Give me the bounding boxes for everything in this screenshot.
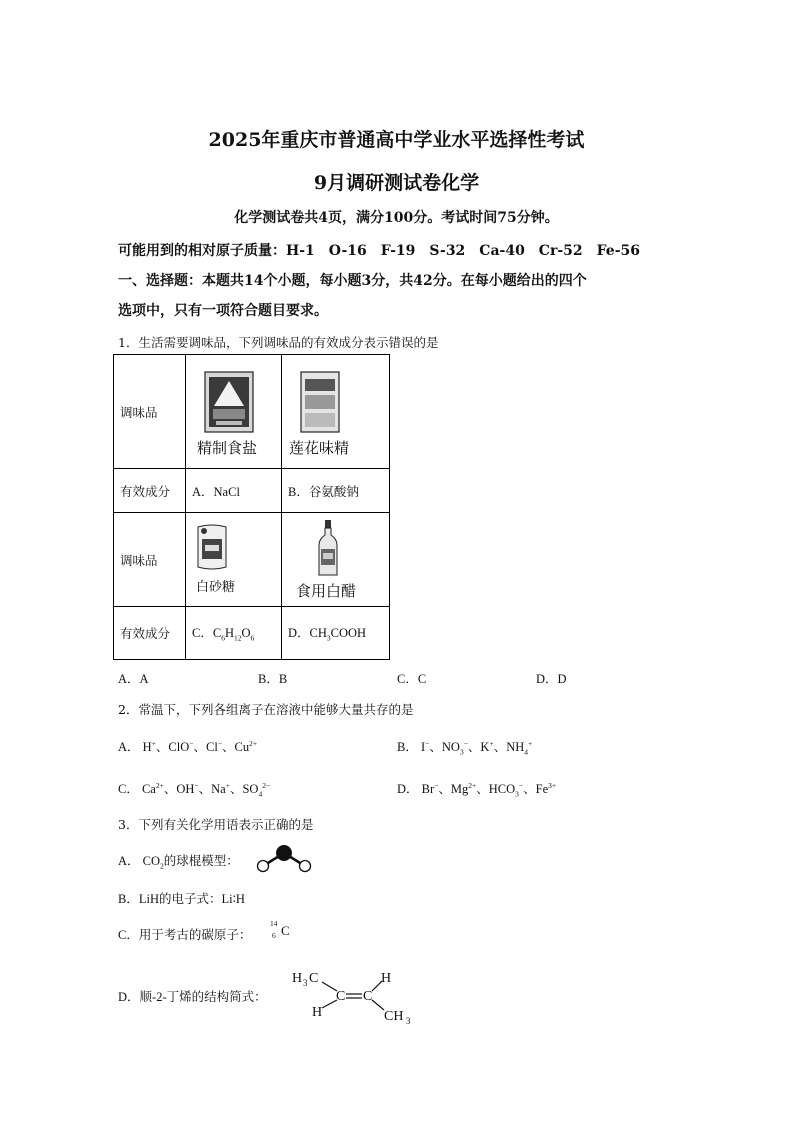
q1-option-d[interactable]: D．D	[536, 672, 567, 686]
msg-image-cell	[282, 355, 390, 469]
svg-text:C: C	[336, 989, 346, 1004]
msg-caption: 莲花味精	[289, 439, 350, 457]
vinegar-caption: 食用白醋	[296, 582, 357, 600]
sugar-package-icon	[196, 523, 228, 571]
row-label-component-2: 有效成分	[114, 607, 186, 660]
q3-option-a[interactable]: A． $CO_2$的球棍模型：	[118, 854, 239, 871]
vinegar-image-cell	[282, 513, 390, 607]
row-label-component: 有效成分	[114, 469, 186, 513]
salt-package-icon	[204, 371, 254, 433]
svg-text:3: 3	[406, 1016, 411, 1026]
cell-c-prefix: C．	[192, 626, 213, 641]
exam-subtitle: 9月调研测试卷化学	[313, 172, 480, 194]
svg-text:C: C	[363, 989, 373, 1004]
seasoning-table	[113, 354, 390, 660]
q2-option-d[interactable]: D． Br−、$Mg^{2+}$、$HCO_3^-$、$Fe^{3+}$	[397, 780, 557, 799]
q2-option-a[interactable]: A． H+、ClO−、Cl−、$Cu^{2+}$	[118, 738, 258, 754]
salt-caption: 精制食盐	[197, 439, 258, 457]
svg-text:3: 3	[303, 978, 308, 988]
q3-option-a-text: 的球棍模型：	[163, 854, 239, 868]
section-heading-line2: 选项中，只有一项符合题目要求。	[118, 303, 328, 319]
co2-ball-stick-model-icon	[255, 843, 315, 873]
section-heading-line1: 一、选择题：本题共14个小题，每小题3分，共42分。在每小题给出的四个	[118, 273, 587, 289]
q3-option-c-label: C．用于考古的碳原子：	[118, 928, 252, 942]
q1-option-a[interactable]: A．A	[118, 672, 149, 686]
row-label-item-2: 调味品	[114, 513, 186, 607]
q2-option-b-label: B．	[397, 740, 418, 754]
cell-c: C．$C_6H_{12}O_6$	[186, 607, 282, 660]
q1-option-c[interactable]: C．C	[397, 672, 427, 686]
q3-option-c[interactable]	[118, 925, 251, 943]
cell-d: D．$CH_3COOH$	[282, 607, 390, 660]
svg-text:CH: CH	[384, 1009, 404, 1024]
atomic-masses: 可能用到的相对原子质量：H-1 O-16 F-19 S-32 Ca-40 Cr-52 Fe-56	[118, 243, 640, 259]
salt-image-cell	[186, 355, 282, 469]
q3-option-a-label: A．	[118, 854, 140, 868]
q2-option-c-label: C．	[118, 782, 139, 796]
q2-stem: 2．常温下，下列各组离子在溶液中能够大量共存的是	[118, 702, 414, 717]
exam-title: 2025年重庆市普通高中学业水平选择性考试	[208, 129, 585, 151]
svg-text:C: C	[309, 971, 319, 986]
sugar-caption: 白砂糖	[196, 580, 236, 595]
svg-text:H: H	[381, 971, 392, 986]
exam-info: 化学测试卷共4页，满分100分。考试时间75分钟。	[234, 210, 559, 226]
q2-option-b[interactable]: B． I−、$NO_3^-$、K+、$NH_4^+$	[397, 738, 533, 757]
cell-b: B．谷氨酸钠	[282, 469, 390, 513]
q1-stem: 1．生活需要调味品，下列调味品的有效成分表示错误的是	[118, 335, 439, 350]
cell-a: A．NaCl	[186, 469, 282, 513]
q2-option-a-label: A．	[118, 740, 140, 754]
cis-2-butene-structure-icon	[292, 964, 422, 1026]
svg-text:H: H	[312, 1005, 323, 1020]
vinegar-bottle-icon	[317, 519, 339, 577]
row-label-item: 调味品	[114, 355, 186, 469]
q2-option-c[interactable]: C． $Ca^{2+}$、OH−、Na+、$SO_4^{2-}$	[118, 780, 271, 799]
q3-option-b[interactable]: B．LiH的电子式：Li∶H	[118, 892, 245, 906]
q3-stem: 3．下列有关化学用语表示正确的是	[118, 817, 314, 832]
q3-option-d[interactable]: D．顺-2-丁烯的结构简式：	[118, 990, 267, 1004]
sugar-image-cell	[186, 513, 282, 607]
svg-text:H: H	[292, 971, 303, 986]
q1-option-b[interactable]: B．B	[258, 672, 288, 686]
msg-package-icon	[300, 371, 340, 433]
q2-option-d-label: D．	[397, 782, 419, 796]
